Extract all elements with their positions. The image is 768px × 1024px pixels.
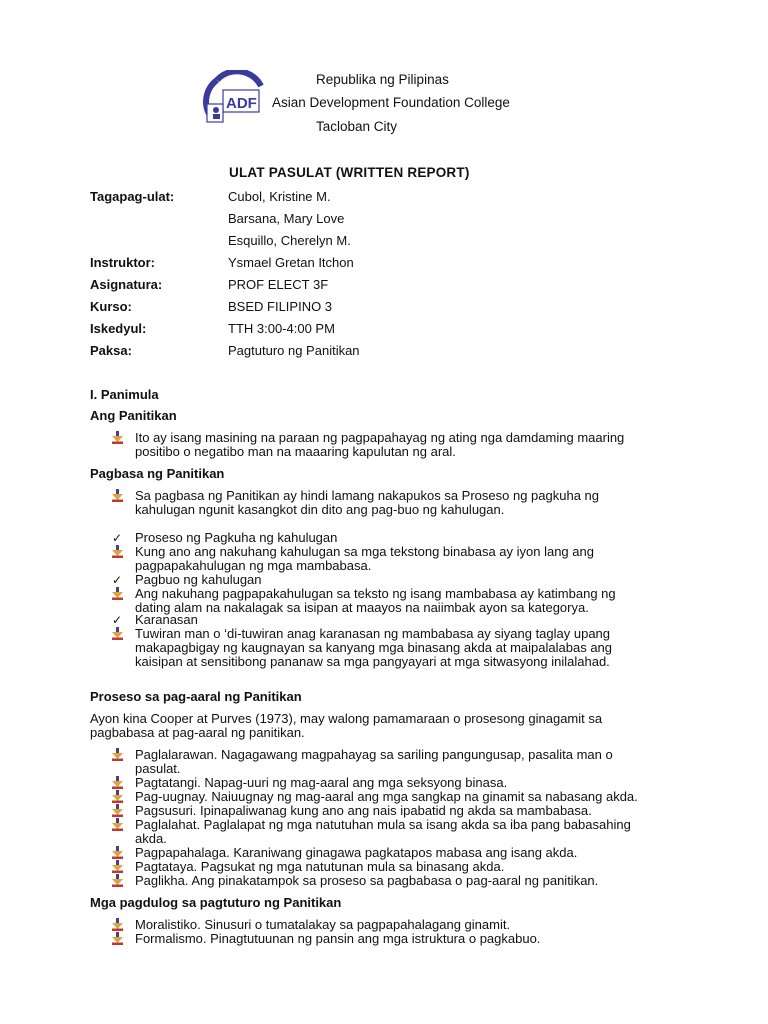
subject-value: PROF ELECT 3F — [228, 277, 329, 292]
paragraph-line: Ayon kina Cooper at Purves (1973), may walong pamamaraan o prosesong ginagamit sa — [90, 711, 603, 726]
logo-text: ADF — [226, 95, 257, 112]
schedule-value: TTH 3:00-4:00 PM — [228, 321, 335, 336]
info-row-reporter-3 — [90, 233, 690, 251]
list-item-line: dating alam na nakalagak sa isipan at maayos na naiimbak ayon sa kategorya. — [135, 600, 589, 615]
info-row-reporters — [90, 189, 690, 207]
arrow-bullet-icon — [112, 818, 124, 832]
arrow-bullet-icon — [112, 748, 124, 762]
section-heading-approaches: Mga pagdulog sa pagtuturo ng Panitikan — [90, 895, 342, 910]
list-item-line: Ang nakuhang pagpapakahulugan sa teksto ng isang mambabasa ay katimbang ng — [135, 586, 616, 601]
list-item-line: kahulugan ngunit kasangkot din dito ang pag-buo ng kahulugan. — [135, 502, 505, 517]
reporters-label: Tagapag-ulat: — [90, 189, 175, 204]
list-item-line: pagpapakahulugan ng mga mambabasa. — [135, 558, 372, 573]
list-item-line: makapagbigay ng kaugnayan sa kanyang mga binasang akda at maipalalabas ang — [135, 640, 613, 655]
subheading-pagbasa: Pagbasa ng Panitikan — [90, 466, 225, 481]
arrow-bullet-icon — [112, 790, 124, 804]
topic-value: Pagtuturo ng Panitikan — [228, 343, 360, 358]
section-heading-process: Proseso sa pag-aaral ng Panitikan — [90, 689, 302, 704]
report-title: ULAT PASULAT (WRITTEN REPORT) — [229, 165, 470, 180]
list-item — [112, 489, 677, 517]
list-item-line: Ito ay isang masining na paraan ng pagpapahayag ng ating nga damdaming maaring — [135, 430, 625, 445]
info-row-topic — [90, 343, 690, 361]
arrow-bullet-icon — [112, 545, 124, 559]
list-item — [112, 818, 677, 846]
info-row-course — [90, 299, 690, 317]
topic-label: Paksa: — [90, 343, 132, 358]
list-item-line: kaisipan at sensitibong pananaw sa mga pangyayari at mga sitwasyong inilalahad. — [135, 654, 610, 669]
list-item-line: Tuwiran man o ‘di-tuwiran anag karanasan ng mambabasa ay siyang taglay upang — [135, 626, 611, 641]
check-item — [112, 531, 677, 545]
arrow-bullet-icon — [112, 489, 124, 503]
list-item — [112, 932, 677, 946]
info-row-schedule — [90, 321, 690, 339]
list-item — [112, 748, 677, 776]
check-item — [112, 573, 677, 587]
list-item — [112, 627, 677, 669]
subheading-ang-panitikan: Ang Panitikan — [90, 408, 177, 423]
list-item — [112, 874, 677, 888]
list-item — [112, 545, 677, 573]
list-item-line: Pagpapahalaga. Karaniwang ginagawa pagkatapos mabasa ang isang akda. — [135, 845, 578, 860]
arrow-bullet-icon — [112, 587, 124, 601]
list-item-line: Formalismo. Pinagtutuunan ng pansin ang mga istruktura o pagkabuo. — [135, 931, 541, 946]
list-item — [112, 776, 677, 790]
list-item-line: Pag-uugnay. Naiuugnay ng mag-aaral ang mga sangkap na ginamit sa nabasang akda. — [135, 789, 638, 804]
list-item — [112, 790, 677, 804]
list-item — [112, 918, 677, 932]
list-item-line: Pagbuo ng kahulugan — [135, 572, 262, 587]
college-city: Tacloban City — [316, 119, 398, 134]
country-line: Republika ng Pilipinas — [316, 72, 449, 87]
list-item-line: akda. — [135, 831, 167, 846]
reporter-1: Cubol, Kristine M. — [228, 189, 331, 204]
subject-label: Asignatura: — [90, 277, 163, 292]
list-item — [112, 587, 677, 615]
list-item-line: Kung ano ang nakuhang kahulugan sa mga tekstong binabasa ay iyon lang ang — [135, 544, 594, 559]
checkmark-icon: ✓ — [112, 531, 123, 545]
process-intro-paragraph — [90, 712, 677, 740]
list-item — [112, 846, 677, 860]
list-item-line: Proseso ng Pagkuha ng kahulugan — [135, 530, 338, 545]
arrow-bullet-icon — [112, 627, 124, 641]
instructor-value: Ysmael Gretan Itchon — [228, 255, 354, 270]
list-item-line: pasulat. — [135, 761, 181, 776]
paragraph-line: pagbabasa at pag-aaral ng panitikan. — [90, 725, 305, 740]
college-seal-icon — [203, 70, 269, 126]
list-item-line: Paglalarawan. Nagagawang magpahayag sa sariling pangungusap, pasalita man o — [135, 747, 613, 762]
instructor-label: Instruktor: — [90, 255, 155, 270]
list-item-line: Pagsusuri. Ipinapaliwanag kung ano ang nais ipabatid ng akda sa mambabasa. — [135, 803, 592, 818]
course-value: BSED FILIPINO 3 — [228, 299, 333, 314]
list-item — [112, 804, 677, 818]
list-item-line: Karanasan — [135, 612, 198, 627]
list-item — [112, 431, 677, 459]
info-row-subject — [90, 277, 690, 295]
arrow-bullet-icon — [112, 860, 124, 874]
arrow-bullet-icon — [112, 846, 124, 860]
list-item-line: Sa pagbasa ng Panitikan ay hindi lamang nakapukos sa Proseso ng pagkuha ng — [135, 488, 599, 503]
info-row-instructor — [90, 255, 690, 273]
arrow-bullet-icon — [112, 874, 124, 888]
list-item-line: Paglalahat. Paglalapat ng mga natutuhan mula sa isang akda sa iba pang babasahing — [135, 817, 631, 832]
college-name: Asian Development Foundation College — [272, 95, 510, 110]
arrow-bullet-icon — [112, 431, 124, 445]
list-item-line: positibo o negatibo man na maaaring kapulutan ng aral. — [135, 444, 456, 459]
section-heading-intro: I. Panimula — [90, 387, 159, 402]
course-label: Kurso: — [90, 299, 132, 314]
arrow-bullet-icon — [112, 932, 124, 946]
check-item — [112, 613, 677, 627]
list-item-line: Pagtataya. Pagsukat ng mga natutunan mula sa binasang akda. — [135, 859, 505, 874]
list-item-line: Pagtatangi. Napag-uuri ng mag-aaral ang mga seksyong binasa. — [135, 775, 508, 790]
arrow-bullet-icon — [112, 804, 124, 818]
arrow-bullet-icon — [112, 918, 124, 932]
checkmark-icon: ✓ — [112, 573, 123, 587]
schedule-label: Iskedyul: — [90, 321, 147, 336]
list-item-line: Paglikha. Ang pinakatampok sa proseso sa pagbabasa o pag-aaral ng panitikan. — [135, 873, 599, 888]
reporter-2: Barsana, Mary Love — [228, 211, 345, 226]
info-row-reporter-2 — [90, 211, 690, 229]
list-item — [112, 860, 677, 874]
list-item-line: Moralistiko. Sinusuri o tumatalakay sa pagpapahalagang ginamit. — [135, 917, 511, 932]
checkmark-icon: ✓ — [112, 613, 123, 627]
reporter-3: Esquillo, Cherelyn M. — [228, 233, 351, 248]
arrow-bullet-icon — [112, 776, 124, 790]
